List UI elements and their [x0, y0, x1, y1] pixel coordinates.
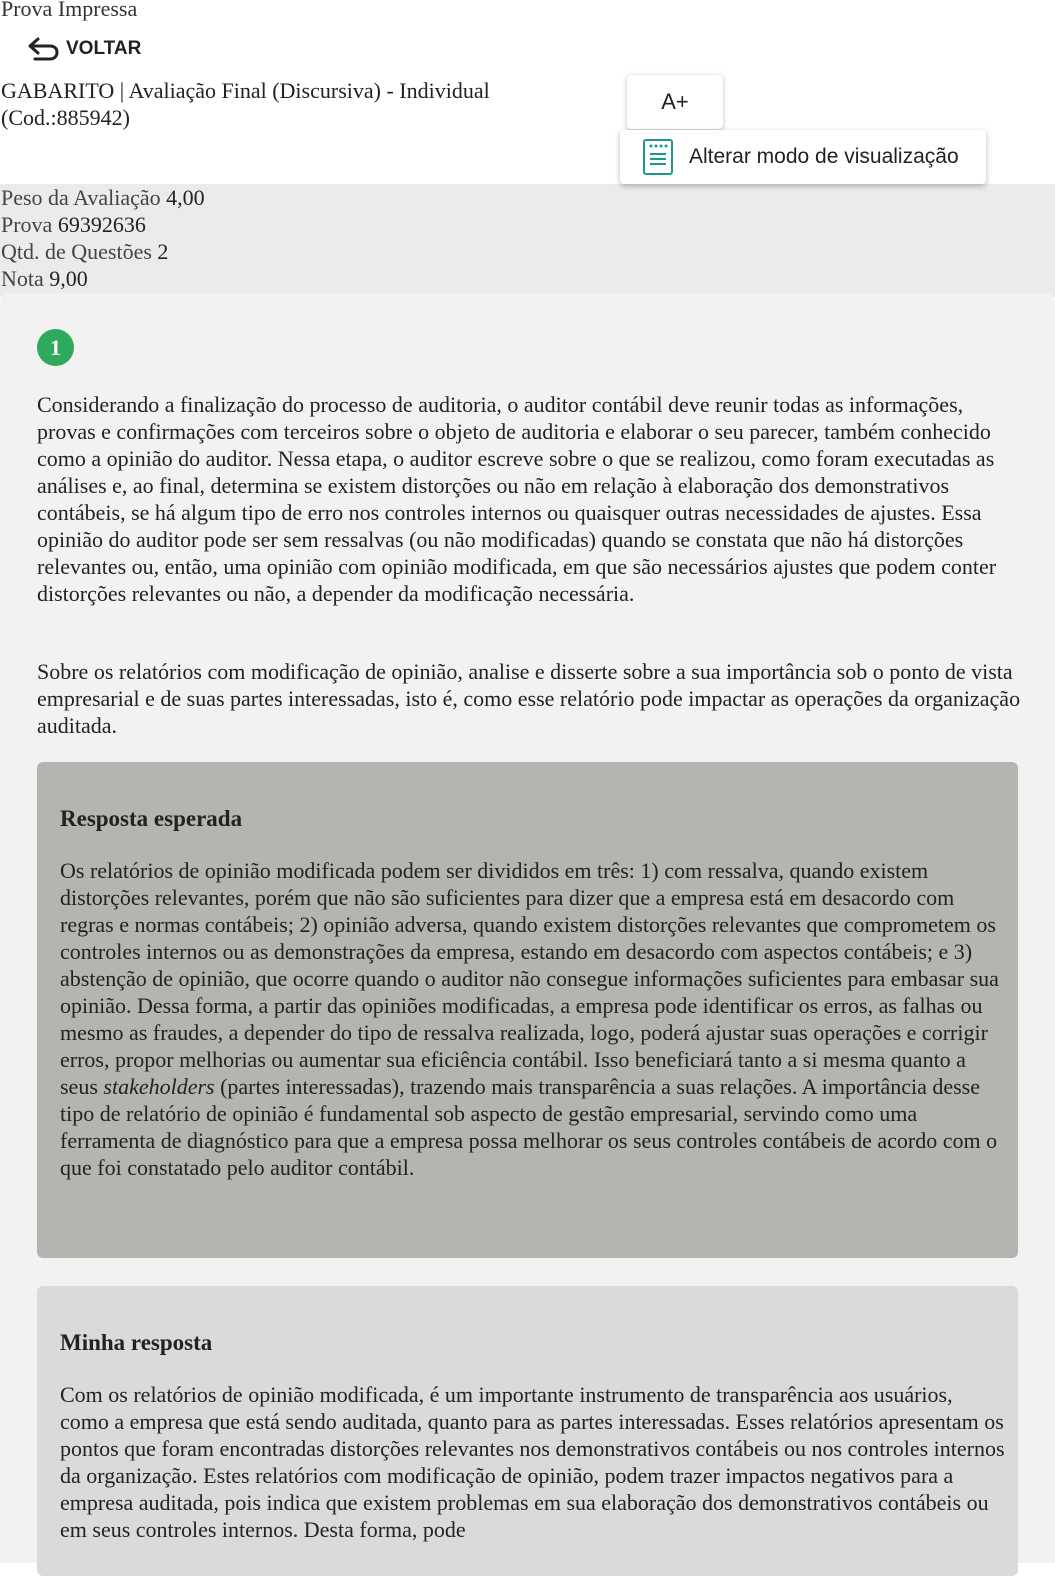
document-list-icon [642, 138, 674, 176]
expected-answer-text-start: Os relatórios de opinião modificada podem ser divididos em três: 1) com ressalva, quando existem distorções relevantes, porém que não são suficientes para dizer que a empresa está em desacordo com regras e normas contábeis; 2) opinião adversa, quando existem distorções relevantes que comprometem os controles internos ou as demonstrações da empresa, estando em desacordo com aspectos contábeis; e 3) abstenção de opinião, que ocorre quando o auditor não consegue informações suficientes para embasar sua opinião. Dessa forma, a partir das opiniões modificadas, a empresa pode identificar os erros, as falhas ou mesmo as fraudes, a depender do tipo de ressalva realizada, logo, poderá ajustar suas operações e corrigir erros, propor melhorias ou aumentar sua eficiência contábil. Isso beneficiará tanto a si mesma quanto a seus [60, 858, 999, 1099]
exam-id [1, 211, 146, 238]
page-title: Prova Impressa [1, 0, 138, 21]
exam-weight-label: Peso da Avaliação [1, 185, 161, 210]
exam-grade-value: 9,00 [49, 266, 88, 291]
return-arrow-icon [26, 35, 60, 63]
my-answer-title: Minha resposta [60, 1330, 213, 1355]
question-count-label: Qtd. de Questões [1, 239, 152, 264]
view-mode-button[interactable] [620, 130, 986, 184]
font-increase-button[interactable]: A+ [627, 75, 723, 129]
my-answer-text: Com os relatórios de opinião modificada, é um importante instrumento de transparência aos usuários, como a empresa que está sendo auditada, quanto para as partes interessadas. Esses relatórios apresentam os pontos que foram encontradas distorções relevantes nos demonstrativos contábeis ou nos controles internos da organização. Estes relatórios com modificação de opinião, podem trazer impactos negativos para a empresa auditada, pois indica que existem problemas em sua elaboração dos demonstrativos contábeis ou em seus controles internos. Desta forma, pode [60, 1382, 1005, 1542]
exam-title: GABARITO | Avaliação Final (Discursiva) - Individual (Cod.:885942) [1, 78, 490, 130]
question-count-value: 2 [157, 239, 169, 264]
exam-grade [1, 265, 88, 292]
exam-info-panel [0, 184, 1055, 297]
back-button-label: VOLTAR [66, 38, 142, 59]
exam-id-label: Prova [1, 212, 53, 237]
question-prompt: Sobre os relatórios com modificação de opinião, analise e disserte sobre a sua importância sob o ponto de vista empresarial e de suas partes interessadas, isto é, como esse relatório pode impactar as operações da organização auditada. [37, 659, 1021, 738]
question-number-badge: 1 [37, 329, 74, 366]
expected-answer-text-end: (partes interessadas), trazendo mais transparência a suas relações. A importância desse tipo de relatório de opinião é fundamental sob aspecto de gestão empresarial, servindo como uma ferramenta de diagnóstico para que a empresa possa melhorar os seus controles contábeis de acordo com o que foi constatado pelo auditor contábil. [60, 1074, 998, 1180]
view-mode-label: Alterar modo de visualização [689, 145, 959, 168]
question-count [1, 238, 168, 265]
expected-answer-emphasis: stakeholders [103, 1074, 215, 1099]
exam-weight-value: 4,00 [166, 185, 205, 210]
exam-weight [1, 184, 205, 211]
question-statement: Considerando a finalização do processo de auditoria, o auditor contábil deve reunir todas as informações, provas e confirmações com terceiros sobre o objeto de auditoria e elaborar o seu parecer, também conhecido como a opinião do auditor. Nessa etapa, o auditor escreve sobre o que se realizou, como foram executadas as análises e, ao final, determina se existem distorções ou não em relação à elaboração dos demonstrativos contábeis, se há algum tipo de erro nos controles internos ou quaisquer outras necessidades de ajustes. Essa opinião do auditor pode ser sem ressalvas (ou não modificadas) quando se constata que não há distorções relevantes ou, então, uma opinião com opinião modificada, em que são necessários ajustes que podem conter distorções relevantes ou não, a depender da modificação necessária. [37, 392, 997, 606]
exam-id-value: 69392636 [57, 212, 146, 237]
exam-grade-label: Nota [1, 266, 44, 291]
back-button[interactable] [26, 34, 141, 64]
my-answer-box [37, 1286, 1018, 1576]
expected-answer-box [37, 762, 1018, 1258]
expected-answer-text [60, 857, 1005, 1181]
expected-answer-title: Resposta esperada [60, 806, 243, 831]
